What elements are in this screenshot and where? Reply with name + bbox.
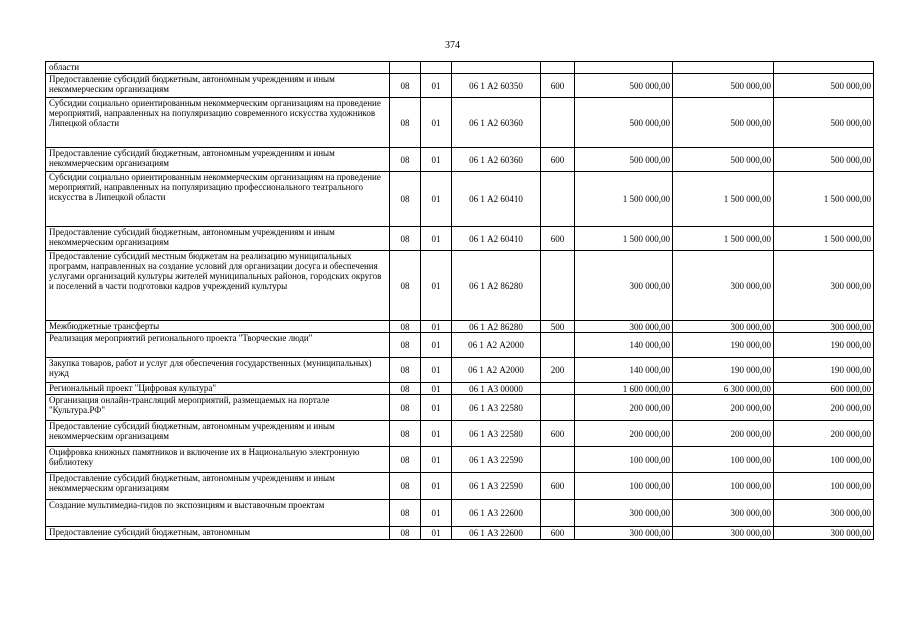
- row-amount-year1-cell: 500 000,00: [575, 148, 673, 172]
- row-target-article-cell: 06 1 А2 А2000: [452, 358, 541, 383]
- row-section-cell: 08: [390, 227, 421, 251]
- row-expense-type-cell: [541, 333, 575, 358]
- row-name-cell: Предоставление субсидий бюджетным, автономным учреждениям и иным некоммерческим организациям: [46, 473, 390, 500]
- table-row: [46, 227, 874, 251]
- row-amount-year1-cell: 300 000,00: [575, 251, 673, 321]
- row-amount-year3-cell: 500 000,00: [774, 148, 874, 172]
- row-expense-type-cell: 600: [541, 473, 575, 500]
- row-name-cell: Закупка товаров, работ и услуг для обеспечения государственных (муниципальных) нужд: [46, 358, 390, 383]
- row-subsection-cell: 01: [421, 421, 452, 447]
- row-target-article-cell: 06 1 А2 86280: [452, 251, 541, 321]
- row-target-article-cell: 06 1 А2 86280: [452, 321, 541, 333]
- row-target-article-cell: 06 1 А2 60360: [452, 98, 541, 148]
- row-amount-year3-cell: 1 500 000,00: [774, 227, 874, 251]
- row-section-cell: 08: [390, 172, 421, 227]
- row-name-cell: Предоставление субсидий местным бюджетам на реализацию муниципальных программ, направленных на создание условий для организации досуга и обеспечения услугами организаций культуры жителей муниципальных районов, городских округов и поселений в части подготовки кадров учреждений культуры: [46, 251, 390, 321]
- table-body: [46, 62, 874, 540]
- row-amount-year3-cell: 600 000,00: [774, 383, 874, 395]
- table-row: [46, 421, 874, 447]
- row-name-cell: Предоставление субсидий бюджетным, автономным учреждениям и иным некоммерческим организациям: [46, 227, 390, 251]
- row-amount-year1-cell: 200 000,00: [575, 395, 673, 421]
- row-amount-year2-cell: 6 300 000,00: [673, 383, 774, 395]
- row-subsection-cell: 01: [421, 447, 452, 473]
- row-target-article-cell: 06 1 А2 А2000: [452, 333, 541, 358]
- row-subsection-cell: 01: [421, 251, 452, 321]
- row-amount-year3-cell: 300 000,00: [774, 321, 874, 333]
- row-amount-year3-cell: 1 500 000,00: [774, 172, 874, 227]
- table-row: [46, 98, 874, 148]
- row-name-cell: области: [46, 62, 390, 74]
- row-name-cell: Субсидии социально ориентированным некоммерческим организациям на проведение мероприятий, направленных на популяризацию профессионального театрального искусства в Липецкой области: [46, 172, 390, 227]
- row-amount-year2-cell: 1 500 000,00: [673, 172, 774, 227]
- row-expense-type-cell: [541, 251, 575, 321]
- table-row: [46, 172, 874, 227]
- row-amount-year3-cell: 190 000,00: [774, 358, 874, 383]
- row-target-article-cell: 06 1 А3 22600: [452, 500, 541, 527]
- row-amount-year3-cell: 300 000,00: [774, 527, 874, 540]
- row-subsection-cell: 01: [421, 383, 452, 395]
- row-section-cell: 08: [390, 321, 421, 333]
- row-amount-year2-cell: 300 000,00: [673, 321, 774, 333]
- table-row: [46, 62, 874, 74]
- row-amount-year2-cell: 300 000,00: [673, 527, 774, 540]
- row-section-cell: 08: [390, 473, 421, 500]
- row-name-cell: Организация онлайн-трансляций мероприятий, размещаемых на портале "Культура.РФ": [46, 395, 390, 421]
- row-section-cell: 08: [390, 98, 421, 148]
- row-target-article-cell: [452, 62, 541, 74]
- row-amount-year1-cell: 500 000,00: [575, 98, 673, 148]
- row-subsection-cell: 01: [421, 527, 452, 540]
- row-name-cell: Создание мультимедиа-гидов по экспозициям и выставочным проектам: [46, 500, 390, 527]
- row-target-article-cell: 06 1 А2 60410: [452, 227, 541, 251]
- row-section-cell: 08: [390, 333, 421, 358]
- row-amount-year3-cell: 500 000,00: [774, 74, 874, 98]
- table-row: [46, 251, 874, 321]
- table-row: [46, 333, 874, 358]
- row-amount-year3-cell: [774, 62, 874, 74]
- row-amount-year2-cell: 500 000,00: [673, 98, 774, 148]
- row-amount-year1-cell: 300 000,00: [575, 321, 673, 333]
- row-amount-year2-cell: 190 000,00: [673, 358, 774, 383]
- row-section-cell: 08: [390, 148, 421, 172]
- row-section-cell: 08: [390, 74, 421, 98]
- row-amount-year1-cell: [575, 62, 673, 74]
- row-amount-year3-cell: 190 000,00: [774, 333, 874, 358]
- page-number: 374: [445, 40, 460, 51]
- table-row: [46, 358, 874, 383]
- row-subsection-cell: 01: [421, 74, 452, 98]
- row-amount-year1-cell: 300 000,00: [575, 527, 673, 540]
- row-name-cell: Предоставление субсидий бюджетным, автономным: [46, 527, 390, 540]
- row-expense-type-cell: 200: [541, 358, 575, 383]
- row-expense-type-cell: 600: [541, 227, 575, 251]
- row-expense-type-cell: [541, 98, 575, 148]
- row-subsection-cell: 01: [421, 172, 452, 227]
- row-amount-year3-cell: 500 000,00: [774, 98, 874, 148]
- row-amount-year1-cell: 100 000,00: [575, 447, 673, 473]
- row-amount-year2-cell: 190 000,00: [673, 333, 774, 358]
- row-name-cell: Предоставление субсидий бюджетным, автономным учреждениям и иным некоммерческим организациям: [46, 74, 390, 98]
- row-subsection-cell: 01: [421, 473, 452, 500]
- table-row: [46, 395, 874, 421]
- row-name-cell: Реализация мероприятий регионального проекта "Творческие люди": [46, 333, 390, 358]
- row-expense-type-cell: [541, 447, 575, 473]
- row-amount-year1-cell: 140 000,00: [575, 333, 673, 358]
- row-name-cell: Региональный проект "Цифровая культура": [46, 383, 390, 395]
- row-target-article-cell: 06 1 А2 60360: [452, 148, 541, 172]
- row-section-cell: 08: [390, 421, 421, 447]
- row-section-cell: 08: [390, 500, 421, 527]
- row-name-cell: Предоставление субсидий бюджетным, автономным учреждениям и иным некоммерческим организациям: [46, 421, 390, 447]
- row-section-cell: 08: [390, 251, 421, 321]
- row-expense-type-cell: 600: [541, 421, 575, 447]
- row-subsection-cell: 01: [421, 395, 452, 421]
- row-section-cell: [390, 62, 421, 74]
- row-amount-year2-cell: 300 000,00: [673, 251, 774, 321]
- table-row: [46, 500, 874, 527]
- row-subsection-cell: 01: [421, 98, 452, 148]
- row-section-cell: 08: [390, 358, 421, 383]
- row-target-article-cell: 06 1 А3 22590: [452, 447, 541, 473]
- row-amount-year1-cell: 100 000,00: [575, 473, 673, 500]
- row-section-cell: 08: [390, 447, 421, 473]
- row-subsection-cell: 01: [421, 321, 452, 333]
- row-amount-year3-cell: 200 000,00: [774, 421, 874, 447]
- row-amount-year3-cell: 300 000,00: [774, 500, 874, 527]
- row-target-article-cell: 06 1 А3 00000: [452, 383, 541, 395]
- row-section-cell: 08: [390, 395, 421, 421]
- row-expense-type-cell: 600: [541, 74, 575, 98]
- row-subsection-cell: 01: [421, 148, 452, 172]
- row-amount-year1-cell: 200 000,00: [575, 421, 673, 447]
- row-target-article-cell: 06 1 А3 22580: [452, 421, 541, 447]
- row-subsection-cell: 01: [421, 227, 452, 251]
- row-name-cell: Предоставление субсидий бюджетным, автономным учреждениям и иным некоммерческим организациям: [46, 148, 390, 172]
- row-expense-type-cell: 500: [541, 321, 575, 333]
- row-subsection-cell: 01: [421, 500, 452, 527]
- row-amount-year2-cell: 100 000,00: [673, 473, 774, 500]
- table-row: [46, 148, 874, 172]
- row-subsection-cell: 01: [421, 333, 452, 358]
- row-amount-year1-cell: 300 000,00: [575, 500, 673, 527]
- row-target-article-cell: 06 1 А2 60410: [452, 172, 541, 227]
- row-amount-year2-cell: 500 000,00: [673, 148, 774, 172]
- row-amount-year2-cell: 300 000,00: [673, 500, 774, 527]
- row-expense-type-cell: 600: [541, 527, 575, 540]
- row-expense-type-cell: [541, 500, 575, 527]
- row-expense-type-cell: [541, 172, 575, 227]
- row-amount-year2-cell: 1 500 000,00: [673, 227, 774, 251]
- row-expense-type-cell: [541, 395, 575, 421]
- row-target-article-cell: 06 1 А3 22590: [452, 473, 541, 500]
- table-row: [46, 74, 874, 98]
- row-expense-type-cell: 600: [541, 148, 575, 172]
- row-amount-year2-cell: 100 000,00: [673, 447, 774, 473]
- row-target-article-cell: 06 1 А3 22580: [452, 395, 541, 421]
- row-section-cell: 08: [390, 527, 421, 540]
- row-section-cell: 08: [390, 383, 421, 395]
- table-row: [46, 321, 874, 333]
- row-amount-year1-cell: 1 500 000,00: [575, 227, 673, 251]
- table-row: [46, 473, 874, 500]
- row-amount-year2-cell: [673, 62, 774, 74]
- table-row: [46, 383, 874, 395]
- row-subsection-cell: [421, 62, 452, 74]
- row-amount-year3-cell: 100 000,00: [774, 473, 874, 500]
- table-row: [46, 447, 874, 473]
- row-amount-year3-cell: 200 000,00: [774, 395, 874, 421]
- row-amount-year1-cell: 140 000,00: [575, 358, 673, 383]
- budget-table: [45, 61, 874, 540]
- row-amount-year1-cell: 500 000,00: [575, 74, 673, 98]
- row-amount-year3-cell: 100 000,00: [774, 447, 874, 473]
- row-expense-type-cell: [541, 62, 575, 74]
- row-amount-year2-cell: 200 000,00: [673, 395, 774, 421]
- row-expense-type-cell: [541, 383, 575, 395]
- row-name-cell: Межбюджетные трансферты: [46, 321, 390, 333]
- row-subsection-cell: 01: [421, 358, 452, 383]
- row-target-article-cell: 06 1 А3 22600: [452, 527, 541, 540]
- row-amount-year2-cell: 500 000,00: [673, 74, 774, 98]
- table-row: [46, 527, 874, 540]
- row-name-cell: Субсидии социально ориентированным некоммерческим организациям на проведение мероприятий, направленных на популяризацию современного искусства художников Липецкой области: [46, 98, 390, 148]
- row-name-cell: Оцифровка книжных памятников и включение их в Национальную электронную библиотеку: [46, 447, 390, 473]
- row-amount-year3-cell: 300 000,00: [774, 251, 874, 321]
- row-amount-year1-cell: 1 600 000,00: [575, 383, 673, 395]
- row-amount-year2-cell: 200 000,00: [673, 421, 774, 447]
- row-amount-year1-cell: 1 500 000,00: [575, 172, 673, 227]
- row-target-article-cell: 06 1 А2 60350: [452, 74, 541, 98]
